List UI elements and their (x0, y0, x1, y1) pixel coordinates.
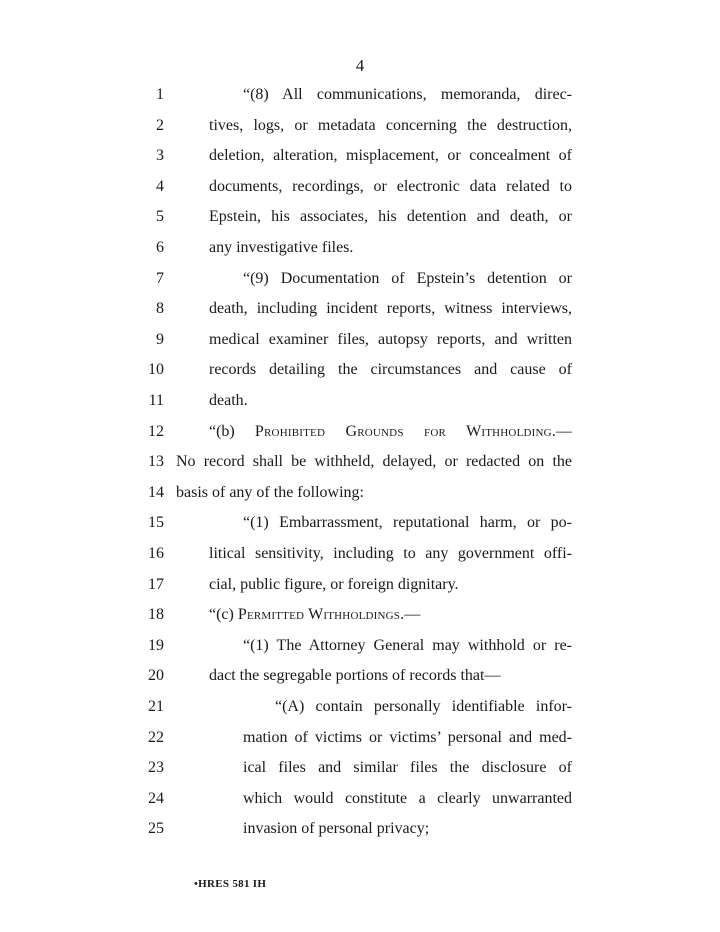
section-heading-c (209, 600, 420, 630)
line-number: 16 (148, 545, 164, 562)
line-17 (0, 570, 720, 600)
line-number: 17 (148, 575, 164, 593)
line-text: “(9) Documentation of Epstein’s detention or (243, 269, 572, 287)
line-6 (0, 233, 720, 263)
line-1 (0, 80, 720, 110)
line-13 (0, 447, 720, 477)
line-number: 10 (148, 361, 164, 379)
document-id-footer: •HRES 581 IH (194, 878, 267, 890)
line-text: any investigative files. (209, 239, 354, 256)
line-number: 19 (148, 636, 164, 654)
line-number: 11 (148, 392, 164, 409)
line-text: death, including incident reports, witness interviews, (209, 300, 572, 318)
line-number: 25 (148, 820, 164, 838)
line-text: litical sensitivity, including to any government offi- (209, 545, 572, 562)
heading-text: Prohibited Grounds for Withholding. (254, 422, 556, 440)
line-text: No record shall be withheld, delayed, or redacted on the (176, 453, 572, 471)
line-7 (0, 264, 720, 294)
line-11 (0, 386, 720, 416)
line-text: ical files and similar files the disclosure of (243, 759, 572, 777)
line-text: “(1) Embarrassment, reputational harm, or po- (243, 514, 572, 532)
line-text: dact the segregable portions of records that— (209, 667, 501, 685)
subsection-lead: “(b) (209, 422, 255, 440)
line-number: 7 (156, 269, 164, 287)
line-25 (0, 814, 720, 844)
line-9 (0, 325, 720, 355)
subsection-lead: “(c) (209, 606, 238, 624)
line-number: 3 (156, 147, 164, 165)
line-4 (0, 172, 720, 202)
line-number: 21 (148, 698, 164, 715)
heading-dash: — (556, 422, 572, 440)
section-heading-b (209, 417, 572, 447)
line-15 (0, 508, 720, 538)
line-text: basis of any of the following: (176, 483, 364, 501)
line-text: deletion, alteration, misplacement, or concealment of (209, 147, 572, 165)
line-text: “(8) All communications, memoranda, direc- (243, 86, 572, 103)
line-number: 9 (156, 330, 164, 348)
line-18 (0, 600, 720, 630)
page-number: 4 (355, 56, 365, 75)
line-text: medical examiner files, autopsy reports, and written (209, 330, 572, 348)
line-16 (0, 539, 720, 569)
line-text: Epstein, his associates, his detention and death, or (209, 208, 572, 226)
line-24 (0, 784, 720, 814)
line-3 (0, 141, 720, 171)
line-14 (0, 478, 720, 508)
heading-dash: — (404, 606, 421, 624)
heading-text: Permitted Withholdings. (237, 606, 405, 624)
line-number: 5 (156, 208, 164, 226)
line-number: 22 (148, 728, 164, 746)
line-text: records detailing the circumstances and cause of (209, 361, 572, 379)
line-number: 4 (156, 177, 164, 195)
line-20 (0, 661, 720, 691)
line-number: 12 (148, 422, 164, 440)
line-number: 24 (148, 789, 164, 807)
line-number: 23 (148, 759, 164, 777)
line-text: “(A) contain personally identifiable infor- (275, 698, 572, 715)
line-text: “(1) The Attorney General may withhold or re- (243, 636, 572, 654)
line-text: documents, recordings, or electronic data related to (209, 177, 572, 195)
line-text: mation of victims or victims’ personal and med- (243, 728, 572, 746)
line-number: 20 (148, 667, 164, 685)
line-number: 2 (156, 116, 164, 134)
line-5 (0, 202, 720, 232)
line-text: cial, public figure, or foreign dignitary. (209, 575, 459, 593)
line-number: 6 (156, 239, 164, 256)
line-21 (0, 692, 720, 722)
line-number: 18 (148, 606, 164, 624)
line-19 (0, 631, 720, 661)
line-text: death. (209, 392, 248, 409)
line-12 (0, 417, 720, 447)
line-number: 8 (156, 300, 164, 318)
line-10 (0, 355, 720, 385)
line-8 (0, 294, 720, 324)
line-number: 1 (156, 86, 164, 103)
line-22 (0, 723, 720, 753)
line-number: 15 (148, 514, 164, 532)
line-23 (0, 753, 720, 783)
line-text: invasion of personal privacy; (243, 820, 430, 838)
line-2 (0, 111, 720, 141)
line-number: 14 (148, 483, 164, 501)
line-text: which would constitute a clearly unwarranted (243, 789, 572, 807)
line-text: tives, logs, or metadata concerning the destruction, (209, 116, 572, 134)
line-number: 13 (148, 453, 164, 471)
